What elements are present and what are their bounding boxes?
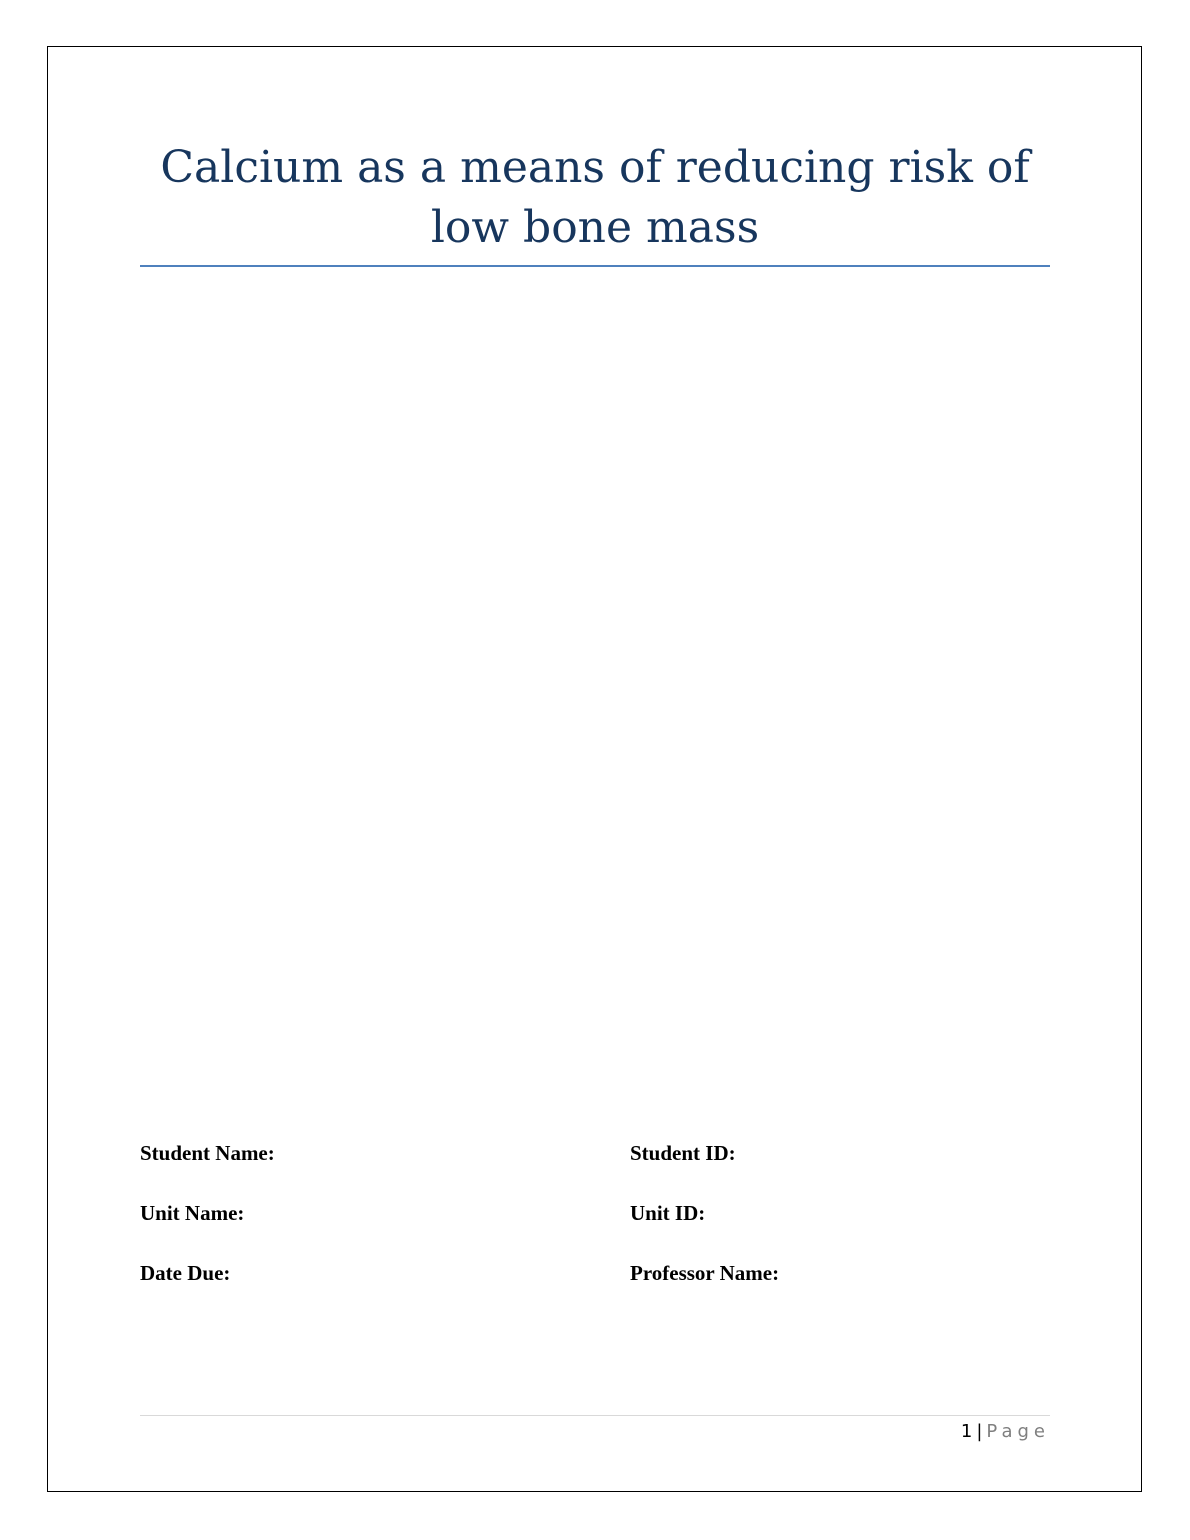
student-name-label: Student Name: [140,1141,275,1165]
page-separator: | [976,1421,983,1442]
document-title: Calcium as a means of reducing risk of low bone mass [160,142,1030,253]
footer-divider [140,1415,1050,1416]
page-number: 1 [960,1421,973,1442]
unit-id-label: Unit ID: [630,1201,706,1225]
unit-name-label: Unit Name: [140,1201,245,1225]
student-id-label: Student ID: [630,1141,736,1165]
professor-name-label: Professor Name: [630,1261,780,1285]
page-word: Page [986,1421,1050,1442]
date-due-label: Date Due: [140,1261,231,1285]
title-underline [140,265,1050,267]
page-footer [961,1419,1050,1445]
